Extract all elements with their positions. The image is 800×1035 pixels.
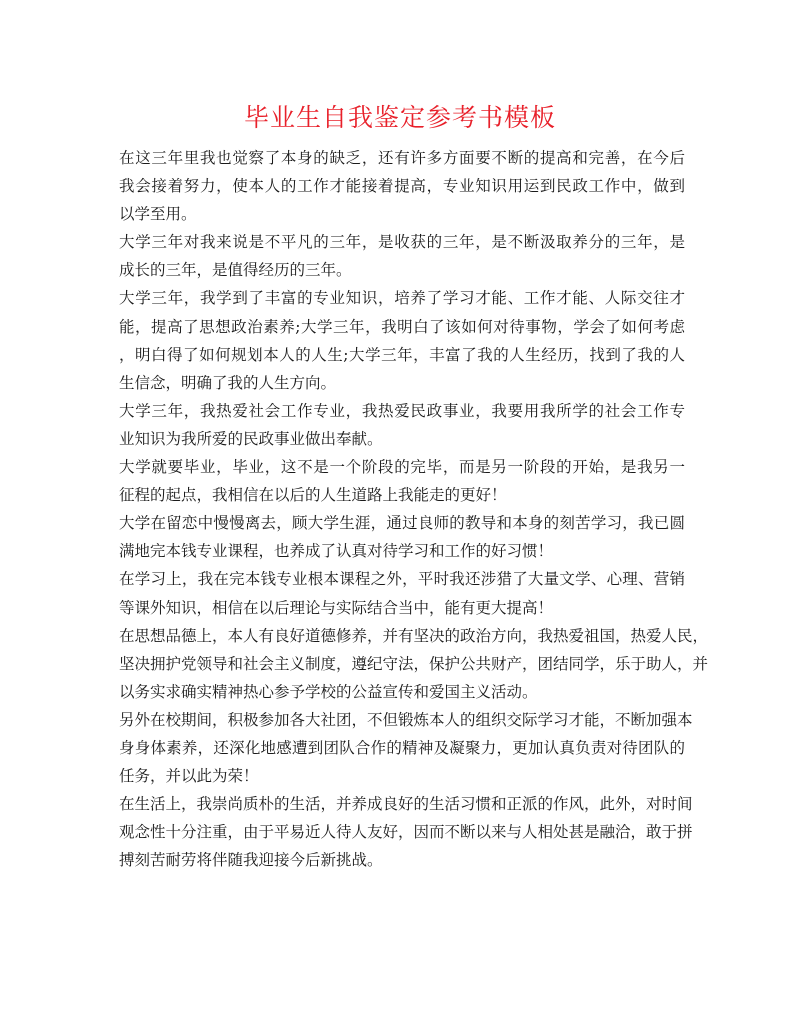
body-line: 大学就要毕业，毕业，这不是一个阶段的完毕，而是另一阶段的开始，是我另一 xyxy=(119,458,685,477)
body-line: 满地完本钱专业课程，也养成了认真对待学习和工作的好习惯！ xyxy=(119,542,554,561)
body-line: 大学三年，我热爱社会工作专业，我热爱民政事业，我要用我所学的社会工作专 xyxy=(119,401,685,420)
body-line: 以学至用。 xyxy=(119,205,197,224)
body-line: 生信念，明确了我的人生方向。 xyxy=(119,373,337,392)
body-line: 我会接着努力，使本人的工作才能接着提高，专业知识用运到民政工作中，做到 xyxy=(119,177,685,196)
body-line: 在这三年里我也觉察了本身的缺乏，还有许多方面要不断的提高和完善，在今后 xyxy=(119,149,685,167)
body-line: 业知识为我所爱的民政事业做出奉献。 xyxy=(119,429,383,448)
body-line: 在思想品德上，本人有良好道德修养，并有坚决的政治方向，我热爱祖国，热爱人民， xyxy=(119,626,709,645)
document-body xyxy=(119,144,709,874)
body-line: 征程的起点，我相信在以后的人生道路上我能走的更好！ xyxy=(119,486,507,505)
body-line: 大学在留恋中慢慢离去，顾大学生涯，通过良师的教导和本身的刻苦学习，我已圆 xyxy=(119,514,685,533)
body-line: 等课外知识，相信在以后理论与实际结合当中，能有更大提高！ xyxy=(119,598,554,617)
body-line: 大学三年对我来说是不平凡的三年，是收获的三年，是不断汲取养分的三年，是 xyxy=(119,233,685,252)
body-line: 以务实求确实精神热心参予学校的公益宣传和爱国主义活动。 xyxy=(119,682,538,701)
body-line: 成长的三年，是值得经历的三年。 xyxy=(119,261,352,280)
body-line: ，明白得了如何规划本人的人生;大学三年，丰富了我的人生经历，找到了我的人 xyxy=(119,345,685,364)
body-line: 在学习上，我在完本钱专业根本课程之外，平时我还涉猎了大量文学、心理、营销 xyxy=(119,570,685,589)
body-line: 另外在校期间，积极参加各大社团，不但锻炼本人的组织交际学习才能，不断加强本 xyxy=(119,710,693,729)
body-line: 任务，并以此为荣！ xyxy=(119,767,259,786)
body-line: 在生活上，我崇尚质朴的生活，并养成良好的生活习惯和正派的作风，此外，对时间 xyxy=(119,795,693,814)
document-title: 毕业生自我鉴定参考书模板 xyxy=(243,103,556,132)
body-line: 能，提高了思想政治素养;大学三年，我明白了该如何对待事物，学会了如何考虑 xyxy=(119,317,685,336)
body-line: 坚决拥护党领导和社会主义制度，遵纪守法，保护公共财产，团结同学，乐于助人，并 xyxy=(119,654,709,673)
body-line: 观念性十分注重，由于平易近人待人友好，因而不断以来与人相处甚是融洽，敢于拼 xyxy=(119,823,693,842)
body-line: 搏刻苦耐劳将伴随我迎接今后新挑战。 xyxy=(119,851,383,870)
body-line: 身身体素养，还深化地感遭到团队合作的精神及凝聚力，更加认真负责对待团队的 xyxy=(119,738,685,757)
body-line: 大学三年，我学到了丰富的专业知识，培养了学习才能、工作才能、人际交往才 xyxy=(119,289,685,308)
